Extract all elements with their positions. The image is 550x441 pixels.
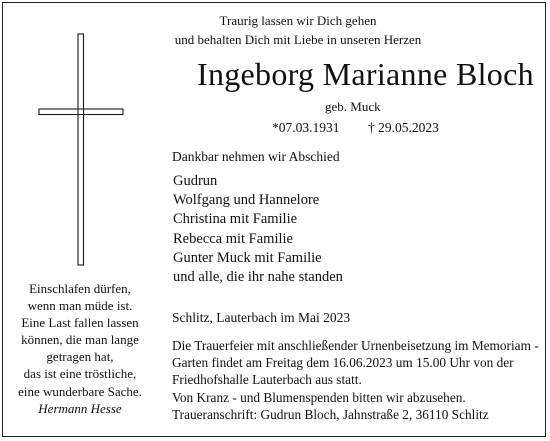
deceased-name: Ingeborg Marianne Bloch <box>197 56 534 92</box>
birth-date: *07.03.1931 <box>272 120 340 135</box>
notice-line: Garten findet am Freitag dem 16.06.2023 um 15.00 Uhr von der <box>172 355 514 371</box>
poem-line: getragen hat, <box>46 349 114 365</box>
funeral-notice <box>172 337 539 423</box>
place-date: Schlitz, Lauterbach im Mai 2023 <box>172 310 351 325</box>
poem-line: Einschlafen dürfen, <box>29 281 131 296</box>
mourners-list <box>173 172 343 287</box>
farewell-line: Dankbar nehmen wir Abschied <box>172 149 340 164</box>
mourner-item: Wolfgang und Hannelore <box>173 192 320 209</box>
poem-line: das ist eine tröstliche, <box>23 366 137 382</box>
cross-icon <box>38 33 124 266</box>
poem-line: Eine Last fallen lassen <box>21 315 139 331</box>
intro-line-2: und behalten Dich mit Liebe in unseren Herzen <box>174 32 422 47</box>
death-date: † 29.05.2023 <box>368 120 439 135</box>
intro-line-1: Traurig lassen wir Dich gehen <box>219 13 377 28</box>
mourner-item: Gunter Muck mit Familie <box>173 249 322 266</box>
poem-line: eine wunderbare Sache. <box>18 383 142 399</box>
poem <box>14 280 146 417</box>
notice-line: Die Trauerfeier mit anschließender Urnenbeisetzung im Memoriam - <box>172 338 539 353</box>
poem-author: Hermann Hesse <box>38 400 122 416</box>
mourner-item: und alle, die ihr nahe standen <box>173 269 343 286</box>
mourner-item: Rebecca mit Familie <box>173 230 293 247</box>
poem-line: wenn man müde ist. <box>27 298 133 314</box>
notice-line: Traueranschrift: Gudrun Bloch, Jahnstraße 2, 36110 Schlitz <box>172 406 489 422</box>
mourner-item: Gudrun <box>173 173 218 189</box>
notice-line: Friedhofshalle Lauterbach aus statt. <box>172 372 362 388</box>
notice-line: Von Kranz - und Blumenspenden bitten wir abzusehen. <box>172 389 466 405</box>
mourner-item: Christina mit Familie <box>173 211 298 228</box>
poem-line: können, die man lange <box>21 332 139 348</box>
maiden-name: geb. Muck <box>325 99 381 114</box>
